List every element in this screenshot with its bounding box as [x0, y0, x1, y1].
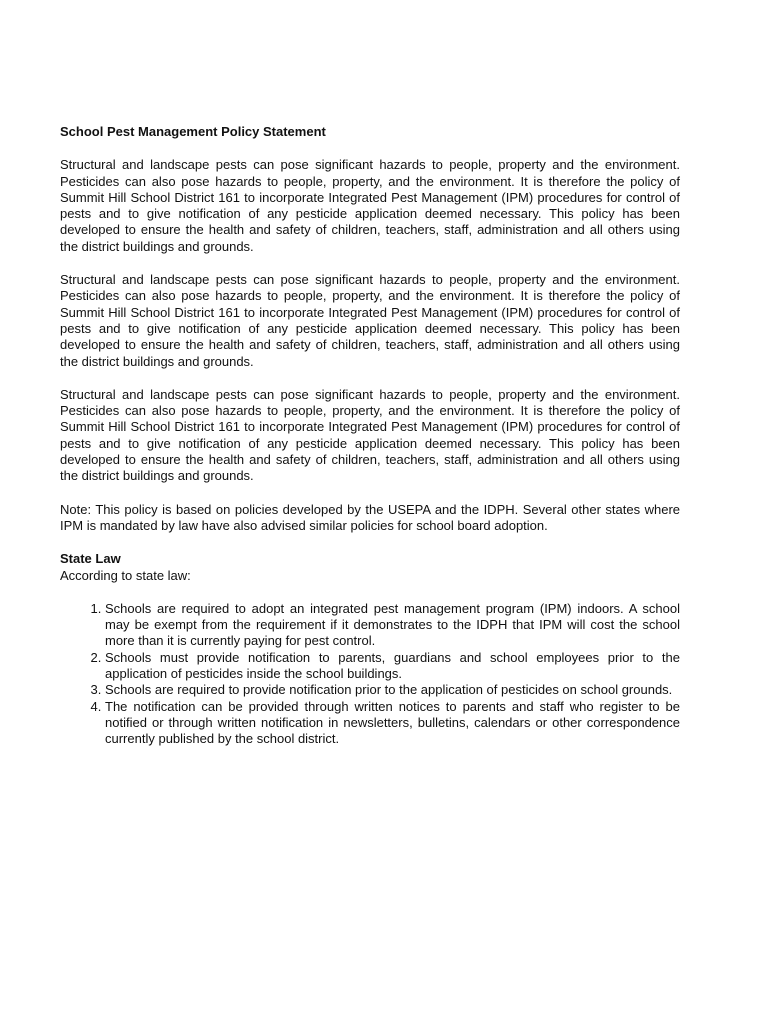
state-law-item-2: 2. Schools must provide notification to parents, guardians and school employees prior to the application of pesticides inside the school buildings. [105, 650, 680, 683]
policy-paragraph-2: Structural and landscape pests can pose significant hazards to people, property and the environment. Pesticides can also pose hazards to people, property, and the environment. It is therefore the policy of Summit Hill School District 161 to incorporate Integrated Pest Management (IPM) procedures for control of pests and to give notification of any pesticide application deemed necessary. This policy has been developed to ensure the health and safety of children, teachers, staff, administration and all others using the district buildings and grounds. [60, 272, 680, 369]
document-title: School Pest Management Policy Statement [60, 124, 326, 139]
state-law-item-3: 3. Schools are required to provide notification prior to the application of pesticides on school grounds. [105, 682, 680, 698]
state-law-list [60, 601, 680, 748]
policy-paragraph-1: Structural and landscape pests can pose significant hazards to people, property and the environment. Pesticides can also pose hazards to people, property, and the environment. It is therefore the policy of Summit Hill School District 161 to incorporate Integrated Pest Management (IPM) procedures for control of pests and to give notification of any pesticide application deemed necessary. This policy has been developed to ensure the health and safety of children, teachers, staff, administration and all others using the district buildings and grounds. [60, 157, 680, 254]
policy-paragraph-3: Structural and landscape pests can pose significant hazards to people, property and the environment. Pesticides can also pose hazards to people, property, and the environment. It is therefore the policy of Summit Hill School District 161 to incorporate Integrated Pest Management (IPM) procedures for control of pests and to give notification of any pesticide application deemed necessary. This policy has been developed to ensure the health and safety of children, teachers, staff, administration and all others using the district buildings and grounds. [60, 386, 680, 484]
state-law-heading: State Law [60, 551, 121, 567]
state-law-item-1: 1. Schools are required to adopt an integrated pest management program (IPM) indoors. A school may be exempt from the requirement if it demonstrates to the IDPH that IPM will cost the school more than it is currently paying for pest control. [105, 601, 680, 650]
state-law-item-4: 4. The notification can be provided through written notices to parents and staff who register to be notified or through written notification in newsletters, bulletins, calendars or other correspondence currently published by the school district. [105, 699, 680, 748]
policy-note: Note: This policy is based on policies developed by the USEPA and the IDPH. Several other states where IPM is mandated by law have also advised similar policies for school board adoption. [60, 501, 680, 533]
document-page [60, 124, 680, 748]
state-law-intro: According to state law: [60, 567, 191, 583]
